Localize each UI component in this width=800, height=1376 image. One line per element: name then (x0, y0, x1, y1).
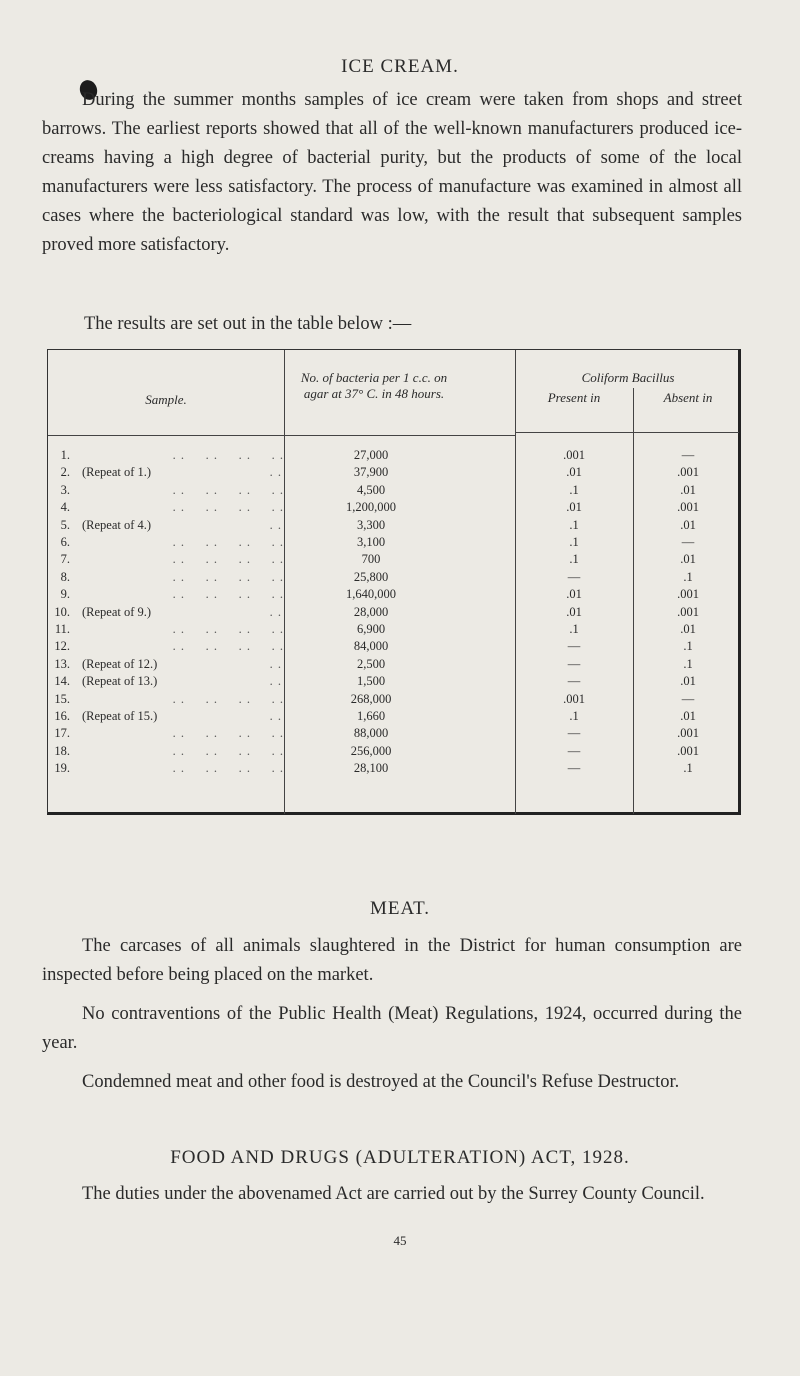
table-row (48, 569, 739, 586)
leader-dots: . . (269, 709, 282, 723)
row-number: 1. (60, 448, 70, 462)
header-bacteria: No. of bacteria per 1 c.c. on agar at 37° C. in 48 hours. (300, 370, 448, 401)
table-row (48, 621, 739, 638)
bacteria-count: 4,500 (356, 482, 386, 497)
bacteria-count: 1,200,000 (346, 500, 396, 515)
table-row (48, 499, 739, 516)
row-number: 3. (60, 482, 70, 497)
bacteria-count: 2,500 (356, 656, 386, 671)
row-number: 19. (54, 761, 70, 776)
coliform-absent: .1 (683, 639, 693, 654)
bacteria-count: 268,000 (350, 691, 392, 706)
leader-dots: . . . . . . . . (172, 743, 284, 758)
coliform-absent: .01 (680, 709, 696, 723)
table-row (48, 604, 739, 621)
leader-dots: . . . . . . . . (172, 622, 284, 636)
table-row (48, 743, 739, 760)
table-intro: The results are set out in the table below :— (84, 314, 412, 334)
table-row (48, 708, 739, 725)
leader-dots: . . . . . . . . (172, 761, 284, 776)
coliform-present: .1 (569, 517, 579, 532)
coliform-absent: .001 (677, 604, 699, 619)
ice-cream-paragraph: During the summer months samples of ice cream were taken from shops and street barrows. The earliest reports showed that all of the well-known manufacturers produced ice-creams having a high degree of bacterial purity, but the products of some of the local manufacturers were less satisfactory. The process of manufacture was examined in almost all cases where the bacteriological standard was low, with the result that subsequent samples proved more satisfactory. (42, 90, 742, 255)
row-number: 8. (60, 569, 70, 584)
repeat-note: (Repeat of 15.) (82, 709, 158, 723)
leader-dots: . . . . . . . . (172, 500, 284, 515)
coliform-absent: .01 (680, 552, 696, 567)
row-number: 6. (60, 535, 70, 549)
leader-dots: . . (269, 656, 282, 671)
coliform-absent: .001 (677, 743, 699, 758)
coliform-absent: .01 (680, 517, 696, 532)
food-drugs-paragraph: The duties under the abovenamed Act are carried out by the Surrey County Council. (82, 1184, 705, 1204)
table-row (48, 517, 739, 534)
table-row (48, 673, 739, 690)
bacteria-count: 84,000 (353, 639, 389, 654)
header-rule (284, 435, 515, 436)
bacteria-count: 1,640,000 (346, 587, 396, 602)
leader-dots: . . . . . . . . (172, 726, 284, 741)
coliform-present: .01 (566, 587, 582, 602)
table-row (48, 656, 739, 673)
coliform-absent: — (681, 691, 695, 706)
repeat-note: (Repeat of 12.) (82, 656, 158, 671)
leader-dots: . . . . . . . . (172, 482, 284, 497)
repeat-note: (Repeat of 1.) (82, 465, 152, 480)
row-number: 11. (54, 622, 70, 636)
food-drugs-heading: FOOD AND DRUGS (ADULTERATION) ACT, 1928. (170, 1147, 630, 1168)
leader-dots: . . . . . . . . (172, 587, 284, 602)
coliform-absent: .01 (680, 482, 696, 497)
table-row (48, 638, 739, 655)
header-sample: Sample. (145, 392, 187, 407)
meat-heading: MEAT. (369, 898, 431, 919)
row-number: 2. (60, 465, 70, 480)
page-number: 45 (393, 1233, 407, 1248)
coliform-present: .1 (569, 535, 579, 549)
coliform-present: — (567, 656, 581, 671)
coliform-absent: — (681, 448, 695, 462)
table-row (48, 586, 739, 603)
leader-dots: . . . . . . . . (172, 569, 284, 584)
coliform-absent: .001 (677, 726, 699, 741)
coliform-present: .1 (569, 552, 579, 567)
table-row (48, 464, 739, 481)
table-row (48, 691, 739, 708)
coliform-present: .01 (566, 500, 582, 515)
header-present: Present in (547, 390, 601, 405)
bacteria-count: 27,000 (353, 448, 389, 462)
bacteria-count: 3,100 (356, 535, 386, 549)
coliform-present: .1 (569, 709, 579, 723)
header-rule (515, 432, 739, 433)
row-number: 7. (60, 552, 70, 567)
table-row (48, 760, 739, 777)
bacteria-count: 700 (361, 552, 381, 567)
row-number: 18. (54, 743, 70, 758)
coliform-present: — (567, 674, 581, 689)
repeat-note: (Repeat of 4.) (82, 517, 152, 532)
bacteria-count: 37,900 (353, 465, 389, 480)
coliform-present: — (567, 569, 581, 584)
leader-dots: . . . . . . . . (172, 535, 284, 549)
header-coliform: Coliform Bacillus (581, 370, 675, 385)
row-number: 10. (54, 604, 70, 619)
coliform-absent: .001 (677, 465, 699, 480)
ice-cream-heading: ICE CREAM. (341, 56, 459, 77)
meat-paragraph-2: No contraventions of the Public Health (Meat) Regulations, 1924, occurred during the year. (42, 1004, 742, 1053)
row-number: 9. (60, 587, 70, 602)
leader-dots: . . . . . . . . (172, 639, 284, 654)
bacteria-count: 28,000 (353, 604, 389, 619)
coliform-present: .01 (566, 465, 582, 480)
row-number: 16. (54, 709, 70, 723)
leader-dots: . . (269, 465, 282, 480)
bacteria-count: 256,000 (350, 743, 392, 758)
leader-dots: . . . . . . . . (172, 691, 284, 706)
coliform-absent: — (681, 535, 695, 549)
row-number: 13. (54, 656, 70, 671)
bacteria-count: 1,500 (356, 674, 386, 689)
row-number: 14. (54, 674, 70, 689)
bacteria-count: 6,900 (356, 622, 386, 636)
coliform-present: .1 (569, 482, 579, 497)
leader-dots: . . . . . . . . (172, 448, 284, 462)
bacteria-table (47, 349, 741, 815)
table-row (48, 447, 739, 464)
meat-paragraph-3: Condemned meat and other food is destroyed at the Council's Refuse Destructor. (82, 1072, 680, 1092)
leader-dots: . . (269, 674, 282, 689)
coliform-present: .001 (563, 691, 585, 706)
coliform-present: .01 (566, 604, 582, 619)
coliform-absent: .1 (683, 656, 693, 671)
header-absent: Absent in (663, 390, 713, 405)
row-number: 12. (54, 639, 70, 654)
coliform-present: — (567, 761, 581, 776)
coliform-absent: .001 (677, 587, 699, 602)
coliform-absent: .1 (683, 569, 693, 584)
coliform-absent: .01 (680, 622, 696, 636)
leader-dots: . . (269, 517, 282, 532)
table-row (48, 482, 739, 499)
leader-dots: . . . . . . . . (172, 552, 284, 567)
coliform-present: .1 (569, 622, 579, 636)
coliform-present: — (567, 743, 581, 758)
row-number: 4. (60, 500, 70, 515)
coliform-absent: .001 (677, 500, 699, 515)
coliform-present: .001 (563, 448, 585, 462)
bacteria-count: 1,660 (356, 709, 386, 723)
repeat-note: (Repeat of 13.) (82, 674, 158, 689)
row-number: 17. (54, 726, 70, 741)
bacteria-count: 25,800 (353, 569, 389, 584)
coliform-present: — (567, 639, 581, 654)
leader-dots: . . (269, 604, 282, 619)
meat-paragraph-1: The carcases of all animals slaughtered in the District for human consumption are inspected before being placed on the market. (42, 936, 742, 985)
row-number: 5. (60, 517, 70, 532)
table-row (48, 551, 739, 568)
coliform-absent: .01 (680, 674, 696, 689)
bacteria-count: 3,300 (356, 517, 386, 532)
bacteria-count: 28,100 (353, 761, 389, 776)
repeat-note: (Repeat of 9.) (82, 604, 152, 619)
header-rule (48, 435, 284, 436)
bacteria-count: 88,000 (353, 726, 389, 741)
table-row (48, 534, 739, 551)
coliform-absent: .1 (683, 761, 693, 776)
row-number: 15. (54, 691, 70, 706)
coliform-present: — (567, 726, 581, 741)
table-row (48, 725, 739, 742)
